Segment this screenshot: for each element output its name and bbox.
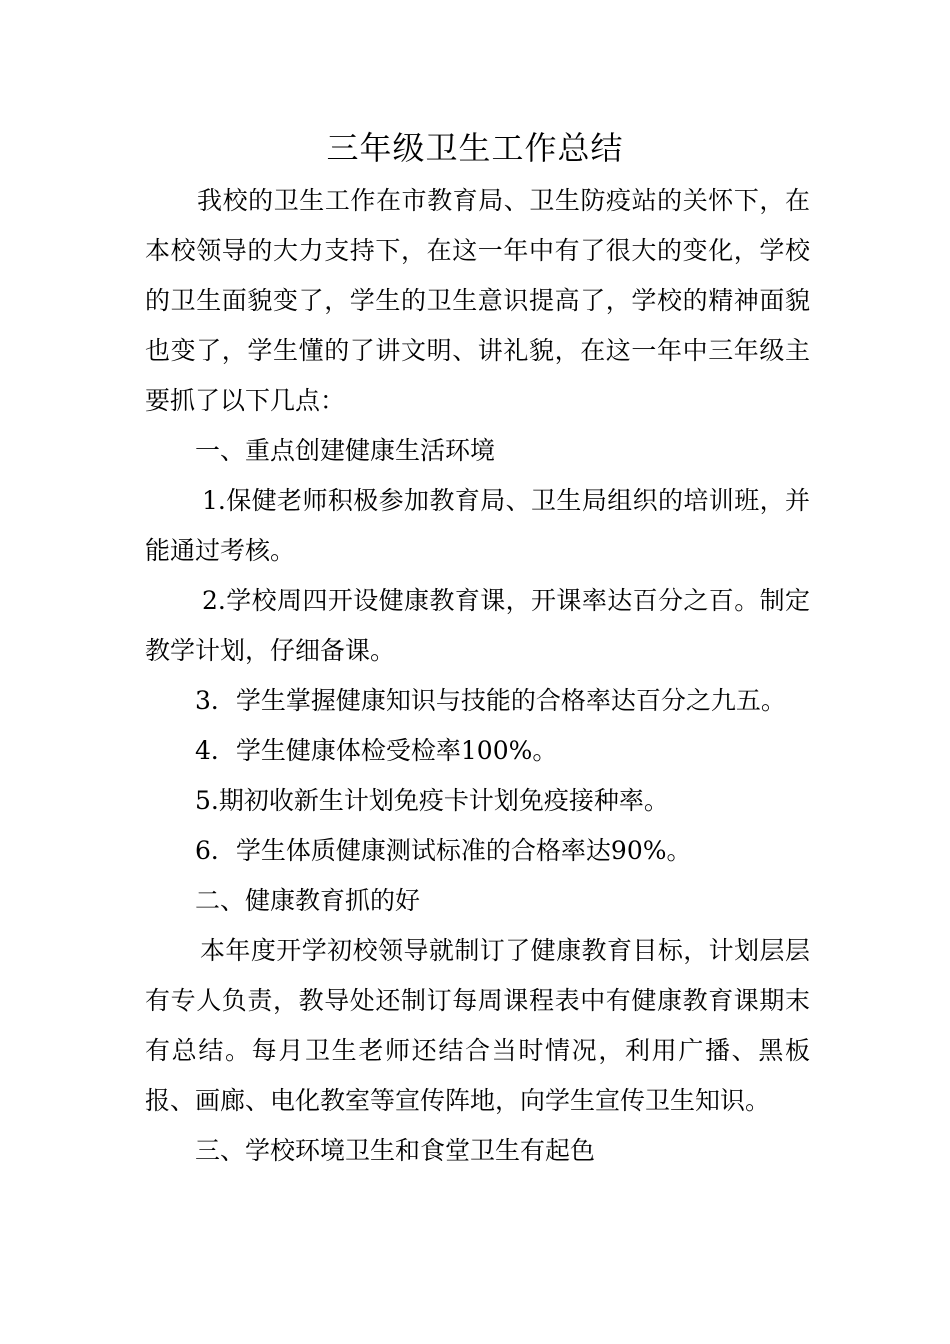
section-heading-2: 二、健康教育抓的好 [195,886,421,915]
list-item-1: 1.保健老师积极参加教育局、卫生局组织的培训班，并能通过考核。 [145,486,810,565]
section-heading-1: 一、重点创建健康生活环境 [195,436,496,465]
health-education-paragraph: 本年度开学初校领导就制订了健康教育目标，计划层层有专人负责，教导处还制订每周课程表中有健康教育课期末有总结。每月卫生老师还结合当时情况，利用广播、黑板报、画廊、电化教室等宣传阵地，向学生宣传卫生知识。 [145,936,810,1115]
list-item-2: 2.学校周四开设健康教育课，开课率达百分之百。制定教学计划，仔细备课。 [145,586,810,665]
list-item-4: 4．学生健康体检受检率100%。 [195,736,558,765]
document-title: 三年级卫生工作总结 [326,129,624,167]
document-body [145,176,810,1176]
list-item-6: 6．学生体质健康测试标准的合格率达90%。 [195,836,692,865]
list-item-5: 5.期初收新生计划免疫卡计划免疫接种率。 [195,786,669,815]
section-heading-3: 三、学校环境卫生和食堂卫生有起色 [195,1136,596,1165]
intro-paragraph: 我校的卫生工作在市教育局、卫生防疫站的关怀下，在本校领导的大力支持下，在这一年中有了很大的变化，学校的卫生面貌变了，学生的卫生意识提高了，学校的精神面貌也变了，学生懂的了讲文明、讲礼貌，在这一年中三年级主要抓了以下几点： [145,186,810,415]
list-item-3: 3．学生掌握健康知识与技能的合格率达百分之九五。 [195,686,786,715]
